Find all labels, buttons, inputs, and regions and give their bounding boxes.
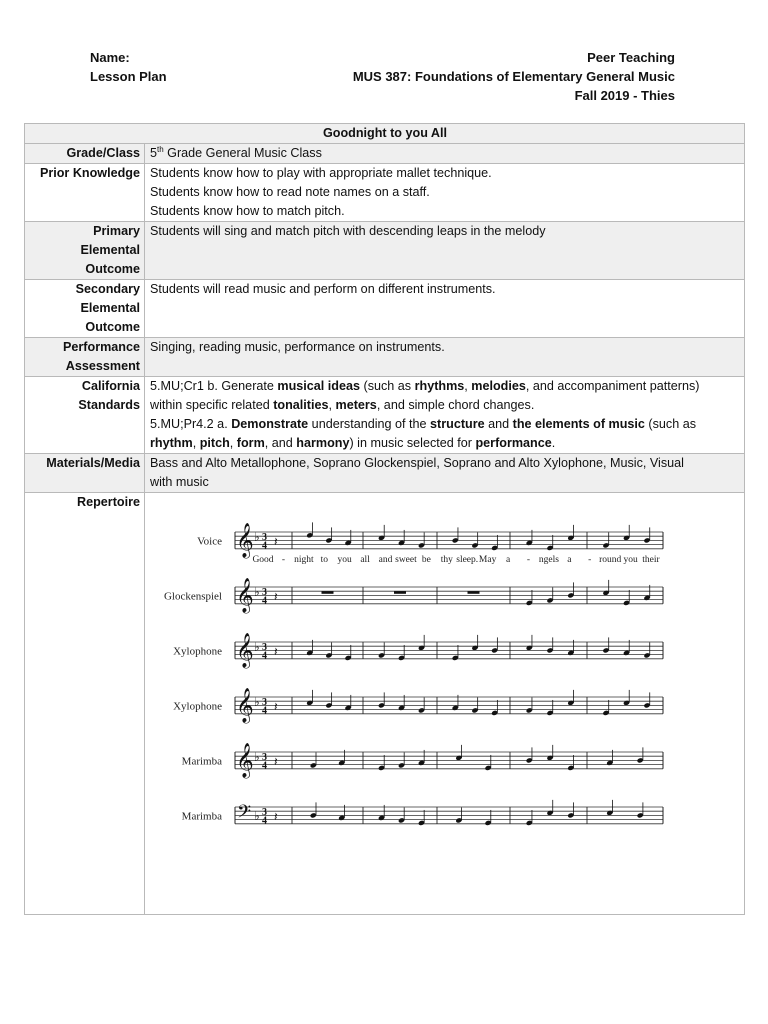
- standards-value: [145, 377, 745, 454]
- time-signature: 4: [262, 705, 267, 717]
- standard-2-line-2: rhythm, pitch, form, and harmony) in music selected for performance.: [150, 436, 556, 450]
- secondary-value: Students will read music and perform on different instruments.: [145, 280, 745, 338]
- doc-type: Lesson Plan: [90, 69, 167, 84]
- flat-icon: ♭: [254, 809, 260, 823]
- lyric-syllable: -: [526, 554, 531, 565]
- lesson-title: Goodnight to you All: [25, 124, 745, 144]
- secondary-row: [25, 280, 745, 338]
- materials-row: [25, 454, 745, 493]
- treble-clef-icon: 𝄞: [236, 579, 254, 612]
- bass-clef-icon: 𝄢: [237, 801, 252, 826]
- prior-item: Students know how to match pitch.: [150, 204, 345, 218]
- part-label: Glockenspiel: [163, 590, 222, 603]
- lesson-plan-table: [24, 123, 745, 915]
- repertoire-score-cell: [145, 493, 745, 915]
- time-signature: 3: [262, 532, 267, 543]
- time-signature: 3: [262, 587, 267, 598]
- header-left: [90, 48, 167, 86]
- lyric-syllable: to: [320, 554, 328, 565]
- treble-clef-icon: 𝄞: [236, 689, 254, 722]
- lyric-syllable: a: [505, 554, 511, 565]
- lyric-syllable: ngels: [538, 554, 559, 565]
- time-signature: 3: [262, 642, 267, 653]
- term: Fall 2019 - Thies: [574, 88, 675, 103]
- flat-icon: ♭: [254, 750, 260, 764]
- materials-label: Materials/Media: [25, 454, 145, 493]
- time-signature: 4: [262, 540, 267, 552]
- title-row: [25, 124, 745, 144]
- standards-label: California Standards: [25, 377, 145, 454]
- lyric-syllable: -: [281, 554, 286, 565]
- materials-value: Bass and Alto Metallophone, Soprano Glockenspiel, Soprano and Alto Xylophone, Music, Visual with music: [145, 454, 745, 493]
- quarter-rest-icon: 𝄽: [274, 809, 278, 824]
- primary-row: [25, 222, 745, 280]
- grade-label: Grade/Class: [25, 144, 145, 164]
- lyric-syllable: sweet: [395, 554, 417, 565]
- part-label: Marimba: [181, 755, 222, 768]
- repertoire-row: [25, 493, 745, 915]
- time-signature: 3: [262, 807, 267, 818]
- primary-value: Students will sing and match pitch with descending leaps in the melody: [145, 222, 745, 280]
- treble-clef-icon: 𝄞: [236, 744, 254, 777]
- lyric-syllable: you: [337, 554, 352, 565]
- time-signature: 4: [262, 815, 267, 827]
- prior-label: Prior Knowledge: [25, 164, 145, 222]
- whole-rest-icon: [468, 591, 480, 594]
- course-title: MUS 387: Foundations of Elementary General Music: [352, 69, 675, 84]
- time-signature: 3: [262, 697, 267, 708]
- repertoire-label: Repertoire: [25, 493, 145, 915]
- quarter-rest-icon: 𝄽: [274, 589, 278, 604]
- whole-rest-icon: [322, 591, 334, 594]
- part-label: Voice: [197, 535, 222, 548]
- assessment-value: Singing, reading music, performance on instruments.: [145, 338, 745, 377]
- lyric-syllable: May: [478, 554, 497, 565]
- quarter-rest-icon: 𝄽: [274, 644, 278, 659]
- flat-icon: ♭: [254, 695, 260, 709]
- lyric-syllable: night: [294, 554, 314, 565]
- flat-icon: ♭: [254, 640, 260, 654]
- lyric-syllable: thy: [440, 554, 453, 565]
- part-label: Xylophone: [173, 645, 222, 658]
- treble-clef-icon: 𝄞: [236, 634, 254, 667]
- prior-item: Students know how to read note names on a staff.: [150, 185, 430, 199]
- assessment-row: [25, 338, 745, 377]
- quarter-rest-icon: 𝄽: [274, 754, 278, 769]
- lyric-syllable: -: [588, 554, 592, 565]
- time-signature: 3: [262, 752, 267, 763]
- time-signature: 4: [262, 760, 267, 772]
- grade-row: [25, 144, 745, 164]
- prior-row: [25, 164, 745, 222]
- lyric-syllable: a: [567, 554, 572, 565]
- lyric-syllable: be: [421, 554, 431, 565]
- prior-item: Students know how to play with appropriate mallet technique.: [150, 166, 492, 180]
- time-signature: 4: [262, 595, 267, 607]
- prior-value: [145, 164, 745, 222]
- sheet-music-score: [145, 493, 744, 914]
- standard-2-line-1: 5.MU;Pr4.2 a. Demonstrate understanding of the structure and the elements of music (such as: [150, 417, 697, 431]
- grade-value: 5th Grade General Music Class: [145, 144, 745, 164]
- lyric-syllable: round: [599, 554, 622, 565]
- name-label: Name:: [90, 50, 130, 65]
- flat-icon: ♭: [254, 585, 260, 599]
- lyric-syllable: Good: [252, 554, 274, 565]
- lyric-syllable: and: [378, 554, 393, 565]
- assignment: Peer Teaching: [587, 50, 675, 65]
- assessment-label: Performance Assessment: [25, 338, 145, 377]
- secondary-label: Secondary Elemental Outcome: [25, 280, 145, 338]
- part-label: Marimba: [181, 810, 222, 823]
- standard-1-line-1: 5.MU;Cr1 b. Generate musical ideas (such as rhythms, melodies, and accompaniment patterns): [150, 379, 700, 393]
- part-label: Xylophone: [173, 700, 222, 713]
- flat-icon: ♭: [254, 530, 260, 544]
- time-signature: 4: [262, 650, 267, 662]
- standards-row: [25, 377, 745, 454]
- quarter-rest-icon: 𝄽: [274, 534, 278, 549]
- lyric-syllable: all: [360, 554, 370, 565]
- lyric-syllable: sleep.: [456, 554, 479, 565]
- header-right: [353, 48, 675, 105]
- primary-label: Primary Elemental Outcome: [25, 222, 145, 280]
- lyric-syllable: you: [623, 554, 638, 565]
- whole-rest-icon: [394, 591, 406, 594]
- treble-clef-icon: 𝄞: [236, 524, 254, 557]
- lyric-syllable: their: [642, 554, 660, 565]
- standard-1-line-2: within specific related tonalities, meters, and simple chord changes.: [150, 398, 535, 412]
- quarter-rest-icon: 𝄽: [274, 699, 278, 714]
